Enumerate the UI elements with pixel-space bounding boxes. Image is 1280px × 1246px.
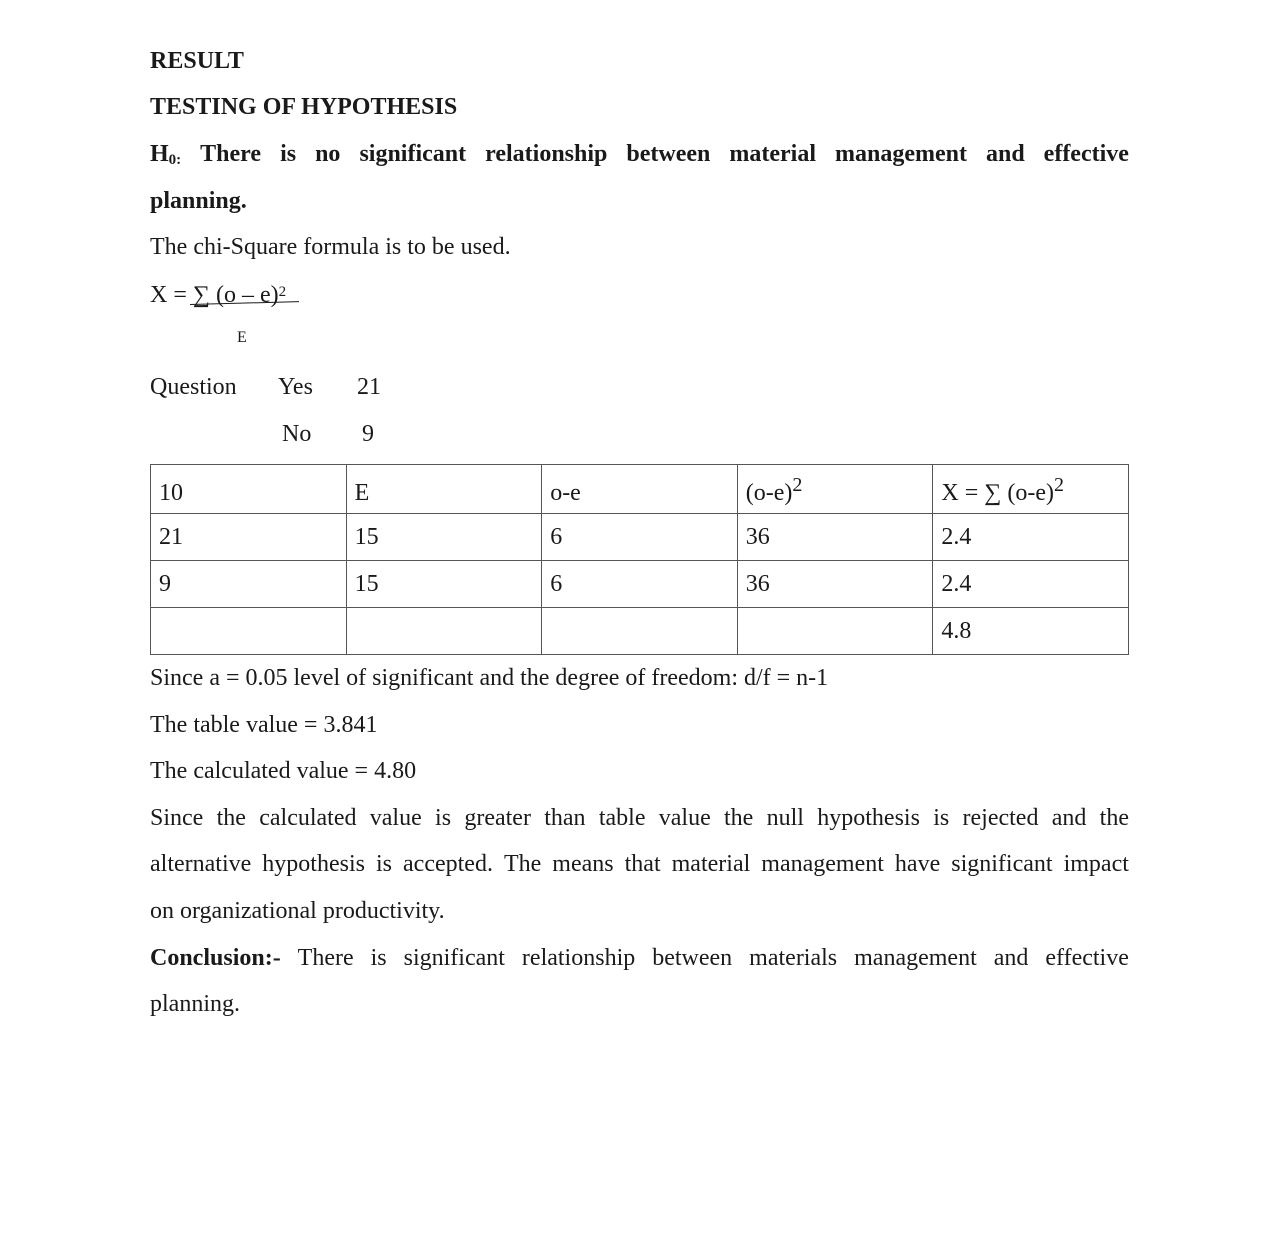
table-cell: 21 [151, 514, 347, 561]
word: null [766, 805, 804, 831]
table-cell [151, 608, 347, 655]
word: Since [150, 805, 204, 831]
table-cell: 10 [151, 465, 347, 514]
word: calculated [259, 805, 357, 831]
table-cell [346, 608, 542, 655]
table-cell: 6 [542, 514, 738, 561]
word: that [624, 851, 661, 877]
table-value-line: The table value = 3.841 [150, 712, 378, 738]
table-cell: 9 [151, 561, 347, 608]
word: There [297, 945, 354, 971]
table-header-row [151, 465, 1129, 514]
word: the [724, 805, 754, 831]
answer-yes: Yes [278, 374, 313, 400]
table-cell: 15 [346, 514, 542, 561]
word: value [658, 805, 711, 831]
table-cell [542, 608, 738, 655]
word: table [598, 805, 646, 831]
result-heading: RESULT [150, 48, 244, 74]
word: significant [951, 851, 1053, 877]
word: hypothesis [262, 851, 365, 877]
word: the [1099, 805, 1129, 831]
table-cell: X = ∑ $(o-e)^2$ [933, 465, 1129, 514]
word: material [671, 851, 751, 877]
word: is [933, 805, 950, 831]
chi-square-denominator: E [237, 329, 247, 346]
word: material [729, 141, 816, 167]
count-no: 9 [362, 421, 374, 447]
word: alternative [150, 851, 252, 877]
testing-heading: TESTING OF HYPOTHESIS [150, 94, 458, 120]
chi-square-numerator: X = ∑ (o – e)$^2$ [150, 282, 287, 308]
word: have [894, 851, 941, 877]
word: management [761, 851, 884, 877]
word: significant [403, 945, 505, 971]
word: is [375, 851, 392, 877]
word: than [544, 805, 586, 831]
word: no [315, 141, 341, 167]
word: is [435, 805, 452, 831]
word: effective [1045, 945, 1129, 971]
word: and [993, 945, 1029, 971]
chi-square-table [150, 464, 1129, 655]
word: materials [749, 945, 838, 971]
table-cell: 36 [737, 514, 933, 561]
table-row [151, 561, 1129, 608]
word: is [280, 141, 297, 167]
word: between [652, 945, 733, 971]
table-cell: 2.4 [933, 514, 1129, 561]
word: between [626, 141, 711, 167]
word: relationship [521, 945, 636, 971]
null-hypothesis-continuation: planning. [150, 188, 247, 214]
null-hypothesis-label: $H_{0:}$ [150, 141, 182, 168]
table-cell [737, 608, 933, 655]
word: management [834, 141, 967, 167]
table-total-row [151, 608, 1129, 655]
count-yes: 21 [357, 374, 381, 400]
answer-no: No [282, 421, 312, 447]
word: relationship [485, 141, 608, 167]
word: and [1051, 805, 1087, 831]
word: management [854, 945, 977, 971]
table-cell: 36 [737, 561, 933, 608]
significance-line: Since a = 0.05 level of significant and the degree of freedom: d/f = n-1 [150, 665, 829, 691]
conclusion-label: Conclusion:- [150, 945, 281, 971]
table-cell: o-e [542, 465, 738, 514]
word: rejected [962, 805, 1039, 831]
table-row [151, 514, 1129, 561]
word: There [200, 141, 262, 167]
table-cell: E [346, 465, 542, 514]
word: the [216, 805, 246, 831]
result-paragraph-line [150, 804, 1129, 832]
table-cell: $(o-e)^2$ [737, 465, 933, 514]
word: value [369, 805, 422, 831]
result-paragraph-line [150, 850, 1129, 878]
conclusion-line [150, 944, 1129, 972]
conclusion-continuation: planning. [150, 991, 240, 1017]
null-hypothesis-line [150, 140, 1129, 168]
word: and [985, 141, 1025, 167]
word: The [503, 851, 542, 877]
word: significant [359, 141, 467, 167]
word: accepted. [403, 851, 493, 877]
word: means [552, 851, 614, 877]
table-cell: 2.4 [933, 561, 1129, 608]
formula-intro: The chi-Square formula is to be used. [150, 234, 511, 260]
table-cell: 4.8 [933, 608, 1129, 655]
word: greater [464, 805, 531, 831]
word: impact [1063, 851, 1129, 877]
word: effective [1043, 141, 1129, 167]
calculated-value-line: The calculated value = 4.80 [150, 758, 417, 784]
question-label: Question [150, 374, 237, 400]
table-cell: 15 [346, 561, 542, 608]
word: hypothesis [817, 805, 920, 831]
result-paragraph-line: on organizational productivity. [150, 898, 445, 924]
word: is [370, 945, 387, 971]
table-cell: 6 [542, 561, 738, 608]
